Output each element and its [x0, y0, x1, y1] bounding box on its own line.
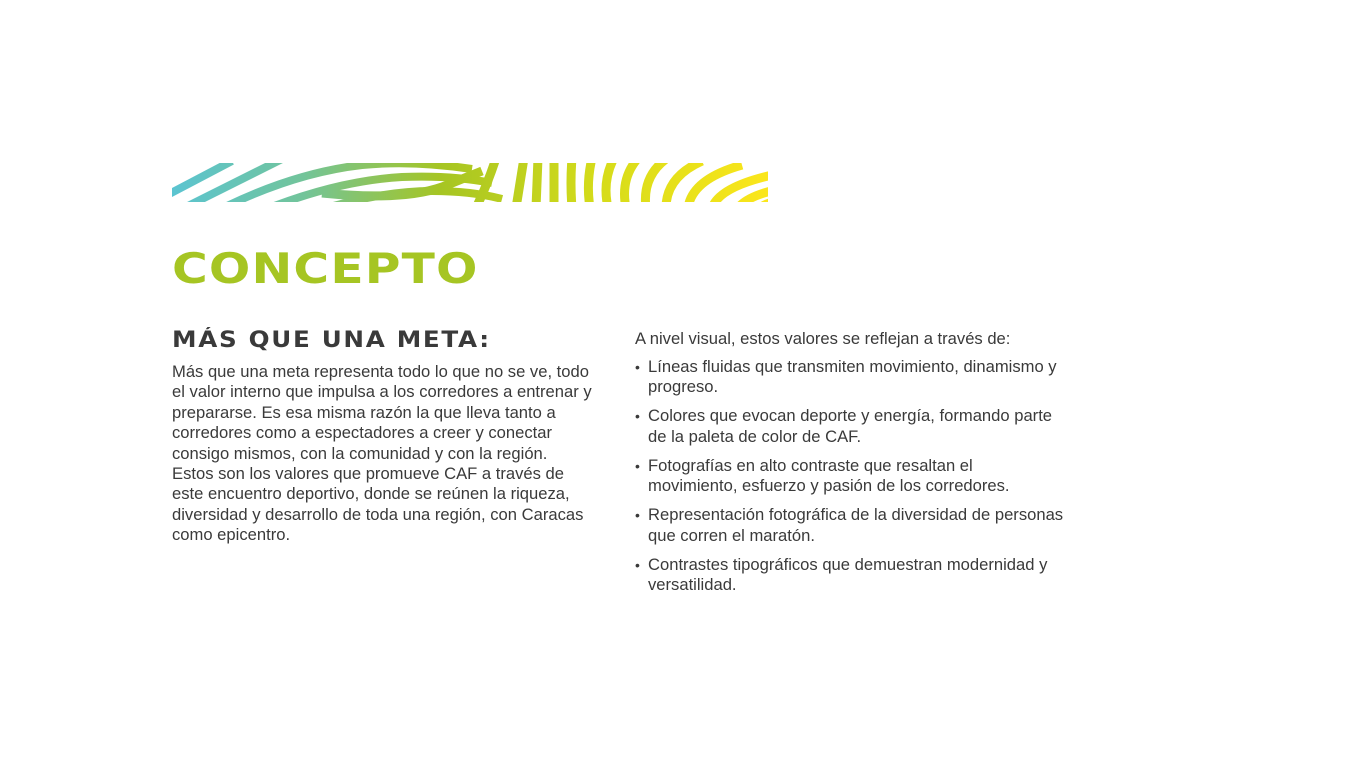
bullet-icon: •: [635, 556, 640, 573]
body-paragraph: Más que una meta representa todo lo que no se ve, todo el valor interno que impulsa a los corredores a entrenar y prepararse. Es esa misma razón la que lleva tanto a corredores como a espectadores a creer y conectar consigo mismos, con la comunidad y con la región. Estos son los valores que promueve CAF a través de este encuentro deportivo, donde se reúnen la riqueza, diversidad y desarrollo de toda una región, con Caracas como epicentro.: [172, 362, 592, 545]
list-item-text: Colores que evocan deporte y energía, formando parte de la paleta de color de CAF.: [648, 406, 1053, 446]
list-item-text: Contrastes tipográficos que demuestran modernidad y versatilidad.: [648, 554, 1048, 595]
values-list: [635, 357, 1065, 604]
bullet-icon: •: [635, 408, 640, 425]
list-item-text: Líneas fluidas que transmiten movimiento, dinamismo y progreso.: [648, 357, 1057, 397]
list-item-text: Fotografías en alto contraste que resaltan el movimiento, esfuerzo y pasión de los corredores.: [648, 455, 1010, 496]
list-item: [635, 406, 1065, 447]
list-item: [635, 505, 1065, 546]
wavy-stripes-banner: [172, 163, 768, 202]
list-item: [635, 456, 1065, 497]
list-item-text: Representación fotográfica de la diversidad de personas que corren el maratón.: [648, 505, 1064, 545]
list-item: [635, 555, 1065, 596]
section-subtitle: MÁS QUE UNA META:: [172, 328, 491, 353]
list-item: [635, 357, 1065, 398]
bullet-icon: •: [635, 507, 640, 524]
bullet-icon: •: [635, 359, 640, 375]
bullets-intro: A nivel visual, estos valores se reflejan a través de:: [635, 329, 1011, 348]
bullet-icon: •: [635, 457, 640, 474]
section-title: CONCEPTO: [172, 244, 479, 293]
